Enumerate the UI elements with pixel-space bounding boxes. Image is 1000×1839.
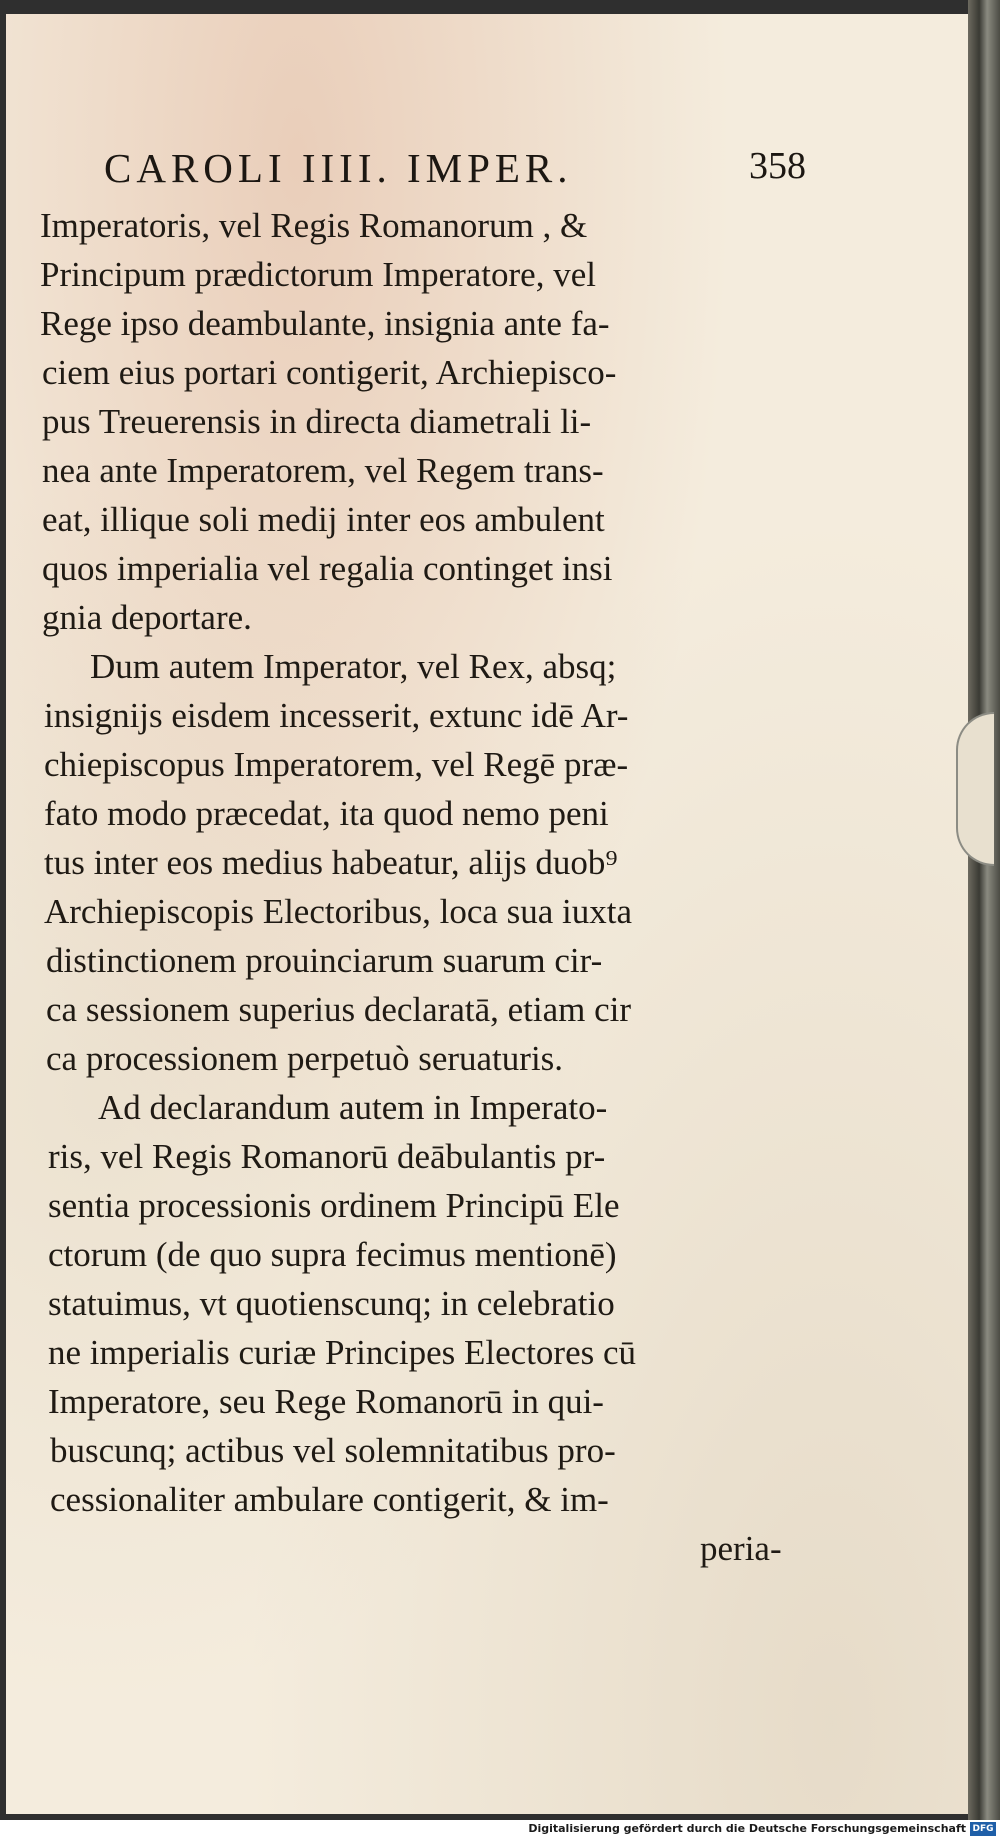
dfg-logo-icon: DFG bbox=[970, 1822, 996, 1836]
text-line: fato modo præcedat, ita quod nemo peni bbox=[44, 794, 609, 833]
text-line: Archiepiscopis Electoribus, loca sua iuxta bbox=[44, 892, 633, 931]
text-line: distinctionem prouinciarum suarum cir- bbox=[46, 941, 603, 980]
text-line: ctorum (de quo supra fecimus mentionē) bbox=[48, 1235, 617, 1274]
body-text bbox=[40, 200, 840, 1580]
digitization-credit: Digitalisierung gefördert durch die Deutsche Forschungsgemeinschaft bbox=[528, 1822, 966, 1835]
text-line: ne imperialis curiæ Principes Electores cū bbox=[48, 1333, 637, 1372]
text-line: ca processionem perpetuò seruaturis. bbox=[46, 1039, 564, 1078]
text-line: Imperatoris, vel Regis Romanorum , & bbox=[40, 206, 588, 245]
text-line: chiepiscopus Imperatorem, vel Regē præ- bbox=[44, 745, 629, 784]
text-line: eat, illique soli medij inter eos ambulent bbox=[42, 500, 605, 539]
text-line: pus Treuerensis in directa diametrali li- bbox=[42, 402, 592, 441]
text-line: sentia processionis ordinem Principū Ele bbox=[48, 1186, 620, 1225]
text-line: nea ante Imperatorem, vel Regem trans- bbox=[42, 451, 604, 490]
paragraph-first-line: Ad declarandum autem in Imperato- bbox=[98, 1088, 608, 1127]
text-line: cessionaliter ambulare contigerit, & im- bbox=[50, 1480, 609, 1519]
text-line: Principum prædictorum Imperatore, vel bbox=[40, 255, 596, 294]
text-line: tus inter eos medius habeatur, alijs duob⁹ bbox=[44, 843, 618, 882]
text-line: statuimus, vt quotienscunq; in celebratio bbox=[48, 1284, 615, 1323]
text-line: ciem eius portari contigerit, Archiepisco- bbox=[42, 353, 617, 392]
text-line: ca sessionem superius declaratā, etiam cir bbox=[46, 990, 632, 1029]
running-title: CAROLI IIII. IMPER. bbox=[104, 145, 573, 191]
text-line: Rege ipso deambulante, insignia ante fa- bbox=[40, 304, 610, 343]
catchword: peria- bbox=[700, 1529, 782, 1568]
text-line: ris, vel Regis Romanorū deābulantis pr- bbox=[48, 1137, 606, 1176]
running-head bbox=[104, 144, 824, 194]
text-line: gnia deportare. bbox=[42, 598, 252, 637]
page-number: 358 bbox=[749, 145, 806, 187]
text-line: buscunq; actibus vel solemnitatibus pro- bbox=[50, 1431, 616, 1470]
paragraph-first-line: Dum autem Imperator, vel Rex, absq; bbox=[90, 647, 617, 686]
page-tab-marker bbox=[956, 712, 994, 866]
text-line: insignijs eisdem incesserit, extunc idē Ar- bbox=[44, 696, 629, 735]
text-line: quos imperialia vel regalia continget insi bbox=[42, 549, 613, 588]
text-line: Imperatore, seu Rege Romanorū in qui- bbox=[48, 1382, 604, 1421]
book-spine-edge bbox=[968, 0, 1000, 1820]
